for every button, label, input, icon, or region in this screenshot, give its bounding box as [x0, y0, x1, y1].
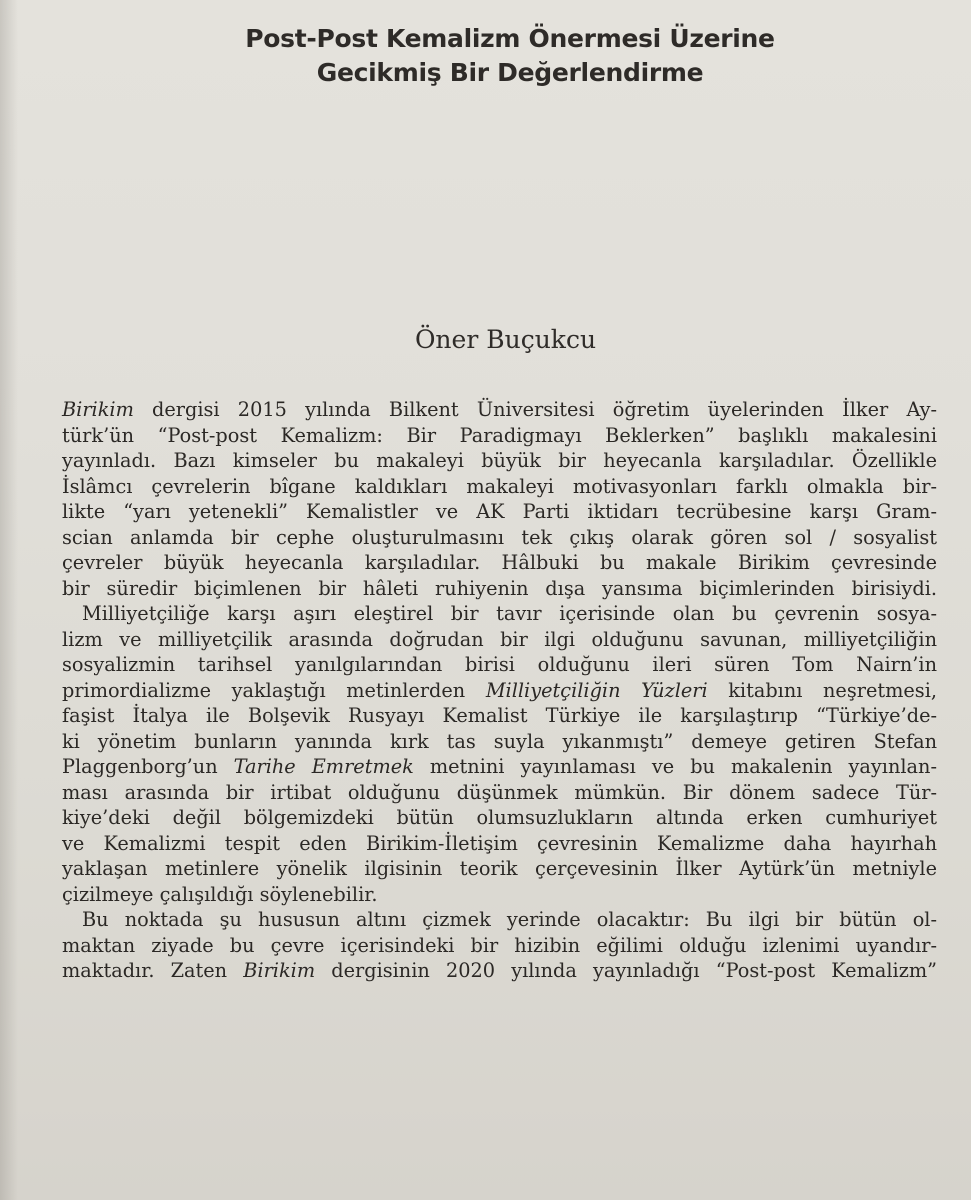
text-span: dergisinin 2020 yılında yayınladığı “Post-post Kemalizm”: [315, 959, 938, 982]
text-span: primordializme yaklaştığı metinlerden: [62, 678, 486, 702]
body-text: [62, 397, 937, 984]
italic-title: Tarihe Emretmek: [233, 755, 414, 778]
text-line: ması arasında bir irtibat olduğunu düşünmek mümkün. Bir dönem sadece Tür-: [62, 780, 937, 804]
italic-title: Birikim: [62, 398, 134, 421]
text-line: türk’ün “Post-post Kemalizm: Bir Paradigmayı Beklerken” başlıklı makalesini: [62, 423, 937, 447]
text-line: Milliyetçiliğe karşı aşırı eleştirel bir tavır içerisinde olan bu çevrenin sosya-: [82, 602, 937, 625]
chapter-title: [120, 22, 900, 90]
chapter-title-line-1: Post-Post Kemalizm Önermesi Üzerine: [245, 24, 775, 53]
text-line: çevreler büyük heyecanla karşıladılar. Hâlbuki bu makale Birikim çevresinde: [62, 551, 937, 574]
paragraph-2: [62, 601, 937, 907]
text-line: faşist İtalya ile Bolşevik Rusyayı Kemalist Türkiye ile karşılaştırıp “Türkiye’de-: [62, 704, 937, 727]
paragraph-3: [62, 907, 937, 984]
text-span: Plaggenborg’un: [62, 755, 234, 778]
italic-title: Milliyetçiliğin Yüzleri: [485, 678, 708, 702]
text-span: maktadır. Zaten: [62, 959, 244, 982]
text-line: yayınladı. Bazı kimseler bu makaleyi büyük bir heyecanla karşıladılar. Özellikle: [62, 449, 937, 472]
text-line: maktan ziyade bu çevre içerisindeki bir hizibin eğilimi olduğu izlenimi uyandır-: [62, 933, 937, 957]
chapter-title-line-2: Gecikmiş Bir Değerlendirme: [316, 58, 704, 87]
italic-title: Birikim: [243, 959, 316, 982]
text-span: dergisi 2015 yılında Bilkent Üniversitesi öğretim üyelerinden İlker Ay-: [133, 398, 937, 421]
text-line: Bu noktada şu hususun altını çizmek yerinde olacaktır: Bu ilgi bir bütün ol-: [82, 908, 937, 931]
text-span: metnini yayınlaması ve bu makalenin yayınlan-: [413, 755, 937, 778]
text-line: çizilmeye çalışıldığı söylenebilir.: [62, 882, 378, 906]
text-line: [62, 754, 937, 780]
text-line: [62, 678, 937, 704]
text-line: ve Kemalizmi tespit eden Birikim-İletişim çevresinin Kemalizme daha hayırhah: [62, 831, 937, 855]
text-line: likte “yarı yetenekli” Kemalistler ve AK Parti iktidarı tecrübesine karşı Gram-: [62, 500, 937, 523]
text-line: [62, 397, 937, 423]
text-line: sosyalizmin tarihsel yanılgılarından birisi olduğunu ileri süren Tom Nairn’in: [62, 653, 937, 676]
text-line: lizm ve milliyetçilik arasında doğrudan bir ilgi olduğunu savunan, milliyetçiliğin: [62, 627, 937, 651]
text-span: kitabını neşretmesi,: [707, 678, 937, 702]
text-line: bir süredir biçimlenen bir hâleti ruhiyenin dışa yansıma biçimlerinden birisiydi.: [62, 576, 937, 600]
text-line: yaklaşan metinlere yönelik ilgisinin teorik çerçevesinin İlker Aytürk’ün metniyle: [62, 857, 937, 880]
text-line: scian anlamda bir cephe oluşturulmasını tek çıkış olarak gören sol / sosyalist: [62, 525, 937, 549]
paragraph-1: [62, 397, 937, 601]
text-line: kiye’deki değil bölgemizdeki bütün olumsuzlukların altında erken cumhuriyet: [62, 806, 937, 829]
text-line: ki yönetim bunların yanında kırk tas suyla yıkanmıştı” demeye getiren Stefan: [62, 729, 937, 753]
author-name: Öner Buçukcu: [414, 325, 597, 354]
page-edge-shadow: [0, 0, 18, 1200]
text-line: [62, 958, 937, 984]
text-line: İslâmcı çevrelerin bîgane kaldıkları makaleyi motivasyonları farklı olmakla bir-: [62, 474, 937, 498]
